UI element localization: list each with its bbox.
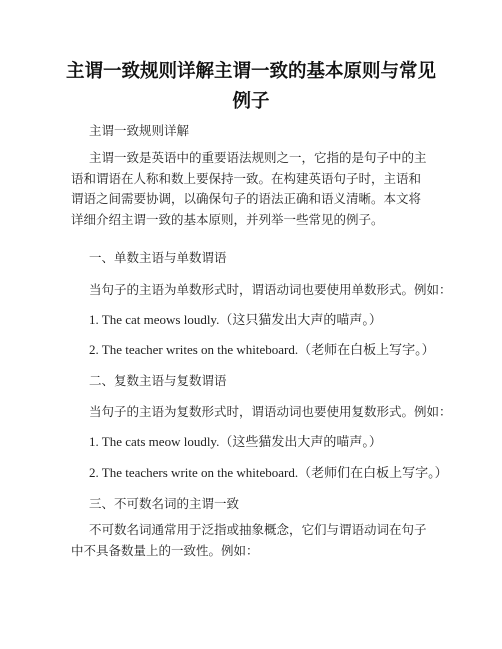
document-title: 主谓一致规则详解主谓一致的基本原则与常见例子	[66, 61, 437, 112]
section-2-heading: 二、复数主语与复数谓语	[89, 373, 227, 388]
section-2-description: 当句子的主语为复数形式时，谓语动词也要使用复数形式。例如：	[89, 404, 452, 419]
section-1-example-1: 1. The cat meows loudly.（这只猫发出大声的喵声。）	[89, 312, 382, 327]
section-1-example-2: 2. The teacher writes on the whiteboard.（老师在白板上写字。）	[89, 342, 435, 357]
section-2-example-1: 1. The cats meow loudly.（这些猫发出大声的喵声。）	[89, 434, 382, 449]
intro-paragraph: 主谓一致是英语中的重要语法规则之一，它指的是句子中的主语和谓语在人称和数上要保持一致。在构建英语句子时，主语和谓语之间需要协调，以确保句子的语法正确和语义清晰。本文将详细介绍主谓一致的基本原则，并列举一些常见的例子。	[71, 150, 427, 228]
section-3-heading: 三、不可数名词的主谓一致	[89, 496, 240, 511]
subtitle: 主谓一致规则详解	[89, 123, 190, 138]
section-1-heading: 一、单数主语与单数谓语	[89, 250, 227, 265]
section-2-example-2: 2. The teachers write on the whiteboard.（老师们在白板上写字。）	[89, 465, 448, 480]
section-1-description: 当句子的主语为单数形式时，谓语动词也要使用单数形式。例如：	[89, 282, 452, 297]
section-3-description: 不可数名词通常用于泛指或抽象概念，它们与谓语动词在句子中不具备数量上的一致性。例如：	[71, 522, 427, 558]
